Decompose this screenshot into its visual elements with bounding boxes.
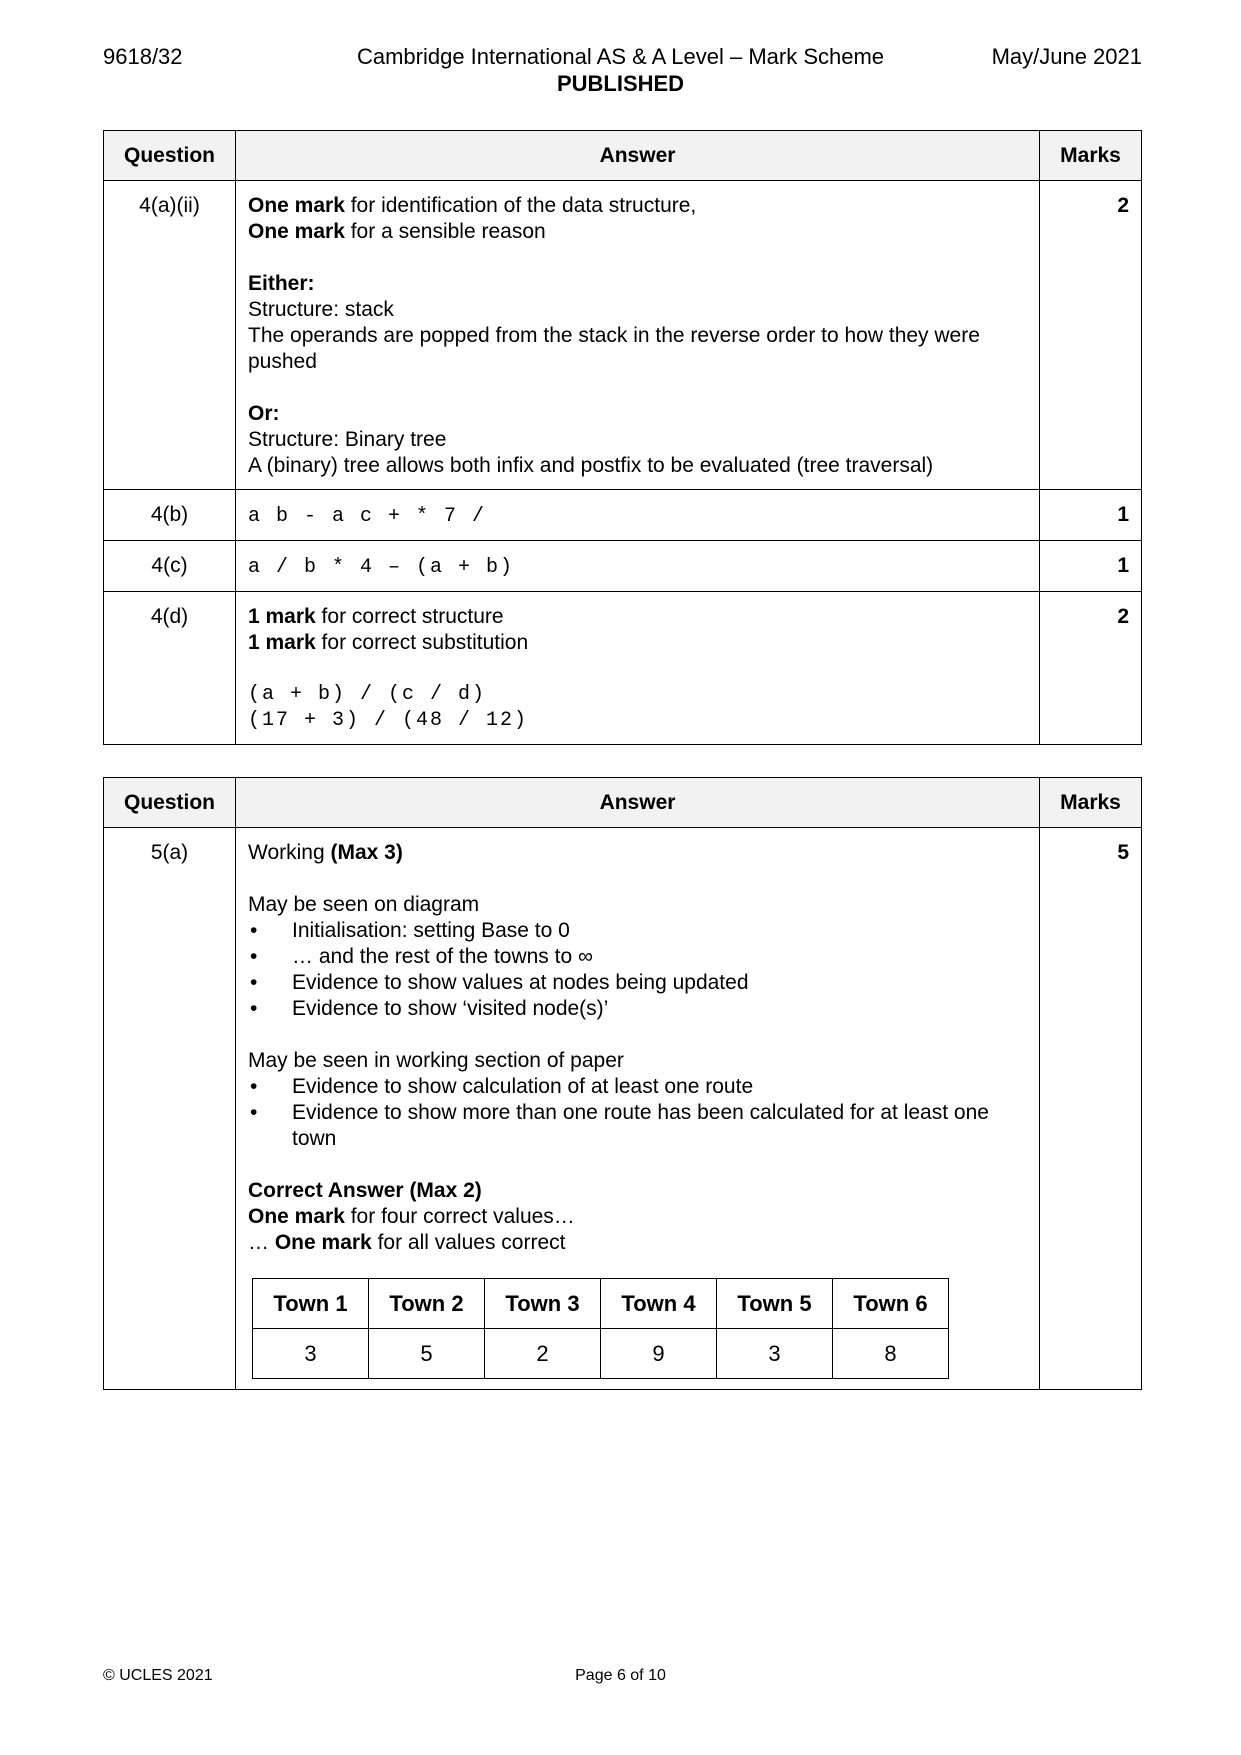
town-header: Town 1 <box>253 1279 369 1329</box>
table-row-4aii <box>104 181 1142 490</box>
expression-substitution: (17 + 3) / (48 / 12) <box>248 709 529 732</box>
page-number: Page 6 of 10 <box>575 1667 666 1684</box>
town-header: Town 6 <box>833 1279 949 1329</box>
list-item: • … and the rest of the towns to ∞ <box>292 944 1027 970</box>
answer-line: One mark for four correct values… <box>248 1205 575 1228</box>
town-header: Town 3 <box>485 1279 601 1329</box>
marks-header: Marks <box>1040 131 1142 181</box>
working-points-list <box>248 1074 1027 1152</box>
town-value: 3 <box>717 1329 833 1379</box>
postfix-expression: a b - a c + * 7 / <box>248 505 487 528</box>
working-heading: Working (Max 3) <box>248 841 403 864</box>
marks-value: 1 <box>1040 541 1142 592</box>
answer-line: One mark for a sensible reason <box>248 220 546 243</box>
town-value: 5 <box>369 1329 485 1379</box>
answer-cell <box>236 490 1040 541</box>
working-intro: May be seen in working section of paper <box>248 1049 624 1072</box>
town-value: 8 <box>833 1329 949 1379</box>
table-row-4c <box>104 541 1142 592</box>
town-distances-table <box>252 1278 949 1379</box>
correct-answer-heading: Correct Answer (Max 2) <box>248 1179 482 1202</box>
town-value-row <box>253 1329 949 1379</box>
question-header: Question <box>104 778 236 828</box>
town-header-row <box>253 1279 949 1329</box>
answer-line: 1 mark for correct structure <box>248 605 504 628</box>
table-row-5a <box>104 828 1142 1390</box>
town-header: Town 4 <box>601 1279 717 1329</box>
published-label: PUBLISHED <box>556 71 685 96</box>
exam-session: May/June 2021 <box>991 44 1142 69</box>
answer-header: Answer <box>236 778 1040 828</box>
or-reason: A (binary) tree allows both infix and postfix to be evaluated (tree traversal) <box>248 454 934 477</box>
answer-cell <box>236 541 1040 592</box>
answer-cell <box>236 592 1040 745</box>
answer-line: … One mark for all values correct <box>248 1231 566 1254</box>
or-heading: Or: <box>248 402 280 425</box>
town-value: 2 <box>485 1329 601 1379</box>
list-item: • Evidence to show values at nodes being updated <box>292 970 1027 996</box>
either-reason: The operands are popped from the stack in the reverse order to how they were pushed <box>248 324 980 373</box>
question-number: 5(a) <box>104 828 236 1390</box>
expression-structure: (a + b) / (c / d) <box>248 683 487 706</box>
infix-expression: a / b * 4 – (a + b) <box>248 556 515 579</box>
answer-cell <box>236 181 1040 490</box>
answer-cell <box>236 828 1040 1390</box>
paper-code: 9618/32 <box>103 44 183 69</box>
table-row-4d <box>104 592 1142 745</box>
list-item: • Evidence to show ‘visited node(s)’ <box>292 996 1027 1022</box>
document-title: Cambridge International AS & A Level – Mark Scheme <box>356 44 885 69</box>
copyright: © UCLES 2021 <box>103 1667 213 1684</box>
town-header: Town 5 <box>717 1279 833 1329</box>
question-number: 4(b) <box>104 490 236 541</box>
question-header: Question <box>104 131 236 181</box>
town-value: 3 <box>253 1329 369 1379</box>
answer-header: Answer <box>236 131 1040 181</box>
mark-scheme-table-q4 <box>103 130 1142 745</box>
answer-line: One mark for identification of the data structure, <box>248 194 697 217</box>
town-header: Town 2 <box>369 1279 485 1329</box>
marks-value: 2 <box>1040 592 1142 745</box>
either-structure: Structure: stack <box>248 298 394 321</box>
list-item: • Evidence to show calculation of at least one route <box>292 1074 1027 1100</box>
diagram-points-list <box>248 918 1027 1022</box>
table-row-4b <box>104 490 1142 541</box>
table-header-row <box>104 778 1142 828</box>
marks-value: 5 <box>1040 828 1142 1390</box>
question-number: 4(a)(ii) <box>104 181 236 490</box>
or-structure: Structure: Binary tree <box>248 428 447 451</box>
answer-line: 1 mark for correct substitution <box>248 631 529 654</box>
town-value: 9 <box>601 1329 717 1379</box>
list-item: • Evidence to show more than one route has been calculated for at least one town <box>292 1100 1027 1152</box>
question-number: 4(d) <box>104 592 236 745</box>
mark-scheme-table-q5 <box>103 777 1142 1390</box>
marks-value: 2 <box>1040 181 1142 490</box>
list-item: • Initialisation: setting Base to 0 <box>292 918 1027 944</box>
table-header-row <box>104 131 1142 181</box>
marks-header: Marks <box>1040 778 1142 828</box>
marks-value: 1 <box>1040 490 1142 541</box>
either-heading: Either: <box>248 272 315 295</box>
question-number: 4(c) <box>104 541 236 592</box>
diagram-intro: May be seen on diagram <box>248 893 480 916</box>
